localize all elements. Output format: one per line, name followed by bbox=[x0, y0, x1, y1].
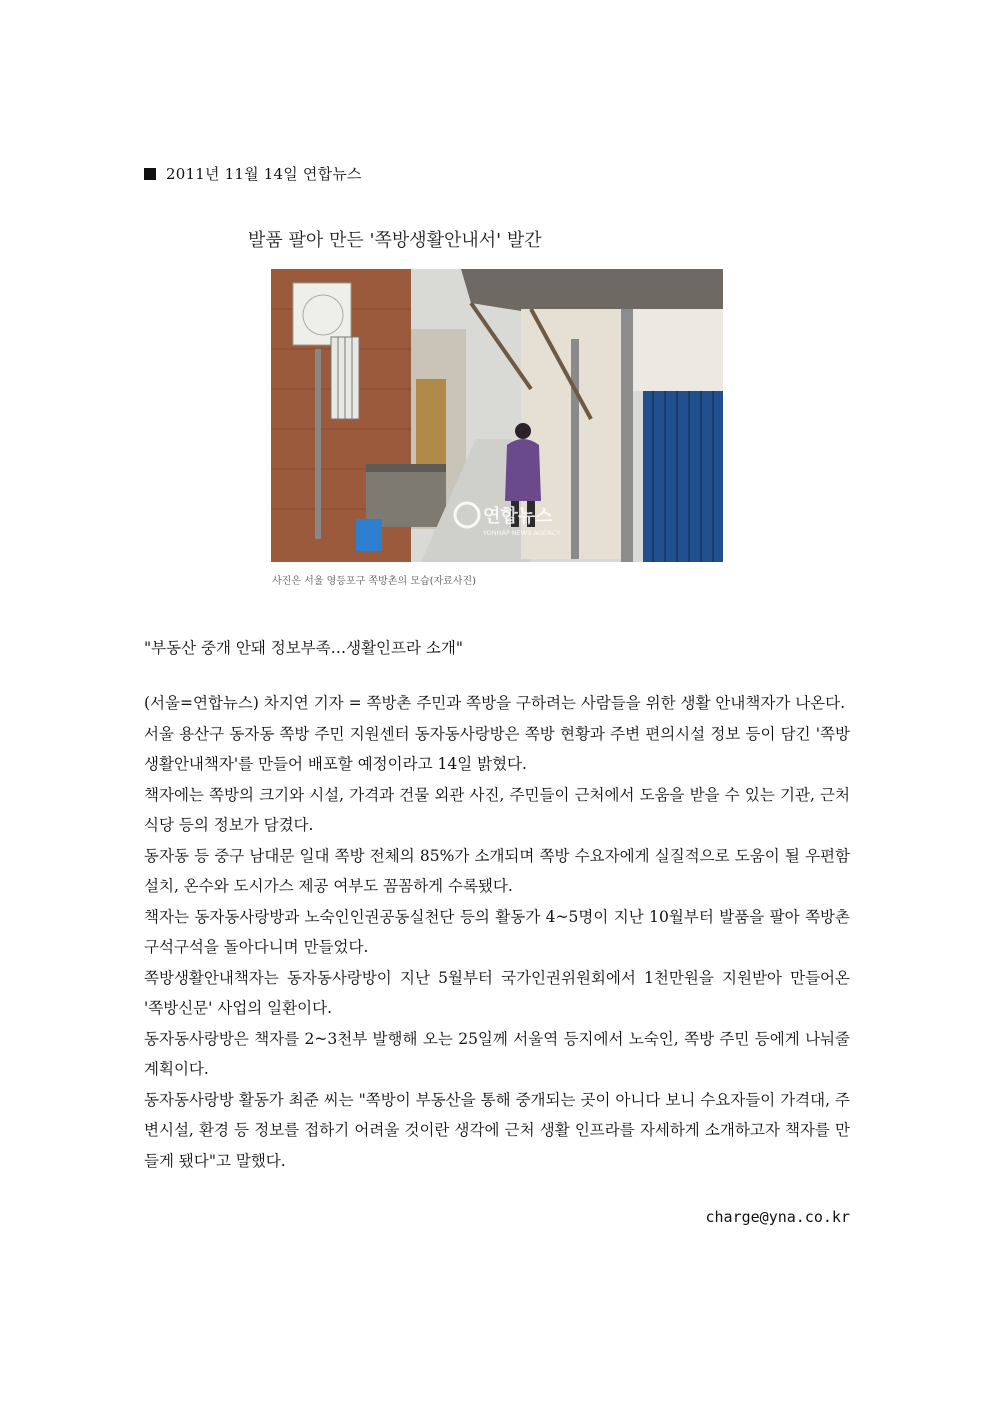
article-photo bbox=[271, 269, 723, 562]
photo-caption: 사진은 서울 영등포구 쪽방촌의 모습(자료사진) bbox=[272, 576, 477, 587]
paragraph: 동자동사랑방 활동가 최준 씨는 "쪽방이 부동산을 통해 중개되는 곳이 아니다 보니 수요자들이 가격대, 주변시설, 환경 등 정보를 접하기 어려울 것이란 생각에 근처 생활 인프라를 자세하게 소개하고자 책자를 만들게 됐다"고 말했다. bbox=[144, 1090, 850, 1170]
paragraph: 책자에는 쪽방의 크기와 시설, 가격과 건물 외관 사진, 주민들이 근처에서 도움을 받을 수 있는 기관, 근처 식당 등의 정보가 담겼다. bbox=[144, 785, 850, 834]
article-subheadline: "부동산 중개 안돼 정보부족…생활인프라 소개" bbox=[144, 639, 463, 657]
dateline bbox=[144, 163, 362, 184]
author-email: charge@yna.co.kr bbox=[705, 1208, 850, 1226]
paragraph: (서울=연합뉴스) 차지연 기자 = 쪽방촌 주민과 쪽방을 구하려는 사람들을 위한 생활 안내책자가 나온다. bbox=[144, 694, 846, 712]
paragraph: 서울 용산구 동자동 쪽방 주민 지원센터 동자동사랑방은 쪽방 현황과 주변 편의시설 정보 등이 담긴 '쪽방생활안내책자'를 만들어 배포할 예정이라고 14일 밝혔다. bbox=[144, 724, 850, 773]
paragraph: 책자는 동자동사랑방과 노숙인인권공동실천단 등의 활동가 4~5명이 지난 10월부터 발품을 팔아 쪽방촌 구석구석을 돌아다니며 만들었다. bbox=[144, 907, 850, 956]
paragraph: 쪽방생활안내책자는 동자동사랑방이 지난 5월부터 국가인권위원회에서 1천만원을 지원받아 만들어온 '쪽방신문' 사업의 일환이다. bbox=[144, 968, 850, 1017]
dateline-text: 2011년 11월 14일 연합뉴스 bbox=[166, 165, 362, 183]
bullet-square-icon bbox=[144, 168, 156, 180]
paragraph: 동자동 등 중구 남대문 일대 쪽방 전체의 85%가 소개되며 쪽방 수요자에게 실질적으로 도움이 될 우편함 설치, 온수와 도시가스 제공 여부도 꼼꼼하게 수록됐다. bbox=[144, 846, 850, 895]
watermark-ko: 연합뉴스 bbox=[483, 506, 553, 527]
article-headline: 발품 팔아 만든 '쪽방생활안내서' 발간 bbox=[248, 230, 542, 251]
paragraph: 동자동사랑방은 책자를 2~3천부 발행해 오는 25일께 서울역 등지에서 노숙인, 쪽방 주민 등에게 나눠줄 계획이다. bbox=[144, 1029, 850, 1078]
watermark-en: YONHAP NEWS AGENCY bbox=[483, 529, 561, 537]
article-body bbox=[144, 688, 850, 1176]
